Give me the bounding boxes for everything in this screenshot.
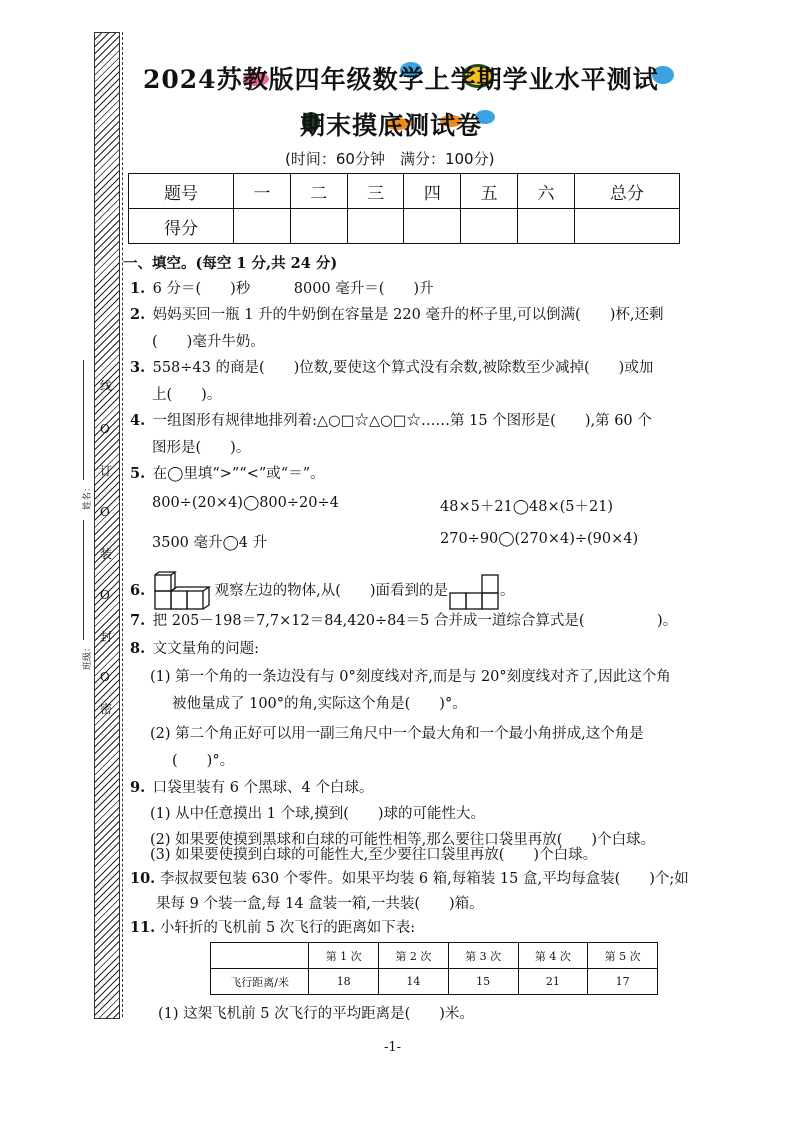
question-7 xyxy=(130,609,677,630)
question-number: 6. xyxy=(130,582,146,599)
header-cell: 总分 xyxy=(574,174,679,209)
question-6 xyxy=(130,571,515,611)
sub-question: (1) 这架飞机前 5 次飞行的平均距离是( )米。 xyxy=(158,1006,474,1022)
row-label-cell: 飞行距离/米 xyxy=(211,969,309,995)
question-number: 9. xyxy=(130,779,146,796)
value-cell: 14 xyxy=(379,969,449,995)
question-3-cont: 上( )。 xyxy=(152,387,222,403)
name-label: 姓名： xyxy=(83,482,93,510)
binding-char: 密 xyxy=(100,702,113,716)
class-blank-line xyxy=(83,520,84,640)
header-cell: 二 xyxy=(290,174,347,209)
compare-expression: 3500 毫升◯4 升 xyxy=(152,535,268,551)
table-row xyxy=(129,209,680,244)
header-cell: 题号 xyxy=(129,174,234,209)
question-4 xyxy=(130,409,652,430)
score-cell[interactable] xyxy=(234,209,291,244)
value-cell: 21 xyxy=(518,969,588,995)
header-cell: 第 4 次 xyxy=(518,943,588,969)
question-3 xyxy=(130,356,653,377)
value-cell: 18 xyxy=(309,969,379,995)
question-text: 6 分＝( )秒 8000 毫升＝( )升 xyxy=(152,281,434,297)
question-text: 558÷43 的商是( )位数,要使这个算式没有余数,被除数至少减掉( )或加 xyxy=(152,360,654,376)
question-number: 2. xyxy=(130,306,146,323)
score-cell[interactable] xyxy=(518,209,575,244)
header-cell: 第 3 次 xyxy=(448,943,518,969)
compare-expression: 800÷(20×4)◯800÷20÷4 xyxy=(152,495,339,511)
question-4-cont: 图形是( )。 xyxy=(152,440,251,456)
header-cell: 六 xyxy=(518,174,575,209)
question-number: 8. xyxy=(130,640,146,657)
question-8 xyxy=(130,637,259,658)
question-text: 观察左边的物体,从( )面看到的是 xyxy=(214,583,449,599)
question-text: 李叔叔要包装 630 个零件。如果平均装 6 箱,每箱装 15 盒,平均每盒装( )个;如 xyxy=(159,871,689,887)
value-cell: 15 xyxy=(448,969,518,995)
header-cell: 第 5 次 xyxy=(588,943,658,969)
binding-char: 线 xyxy=(100,379,113,393)
header-cell: 三 xyxy=(347,174,404,209)
sub-question: (2) 如果要使摸到黑球和白球的可能性相等,那么要往口袋里再放( )个白球。 xyxy=(150,832,656,848)
question-2-cont: ( )毫升牛奶。 xyxy=(152,334,265,350)
table-row xyxy=(211,969,658,995)
question-1 xyxy=(130,277,434,298)
question-text: 口袋里装有 6 个黑球、4 个白球。 xyxy=(152,780,374,796)
score-cell[interactable] xyxy=(347,209,404,244)
question-text: 妈妈买回一瓶 1 升的牛奶倒在容量是 220 毫升的杯子里,可以倒满( )杯,还剩 xyxy=(152,307,664,323)
question-text: 文文量角的问题: xyxy=(152,641,259,657)
question-text: 把 205－198＝7,7×12＝84,420÷84＝5 合并成一道综合算式是( )。 xyxy=(152,613,678,629)
header-cell: 一 xyxy=(234,174,291,209)
score-label-cell: 得分 xyxy=(129,209,234,244)
binding-char: 装 xyxy=(100,547,113,561)
binding-char: O xyxy=(100,422,110,436)
page-number: -1- xyxy=(384,1040,402,1055)
question-10-cont: 果每 9 个装一盒,每 14 盒装一箱,一共装( )箱。 xyxy=(156,896,484,912)
header-cell: 第 1 次 xyxy=(309,943,379,969)
sub-question-cont: 被他量成了 100°的角,实际这个角是( )°。 xyxy=(172,696,467,712)
cube-stack-figure xyxy=(153,571,215,611)
question-number: 3. xyxy=(130,359,146,376)
question-text: 在◯里填“>”“<”或“＝”。 xyxy=(152,466,325,482)
question-10 xyxy=(130,867,689,888)
value-cell: 17 xyxy=(588,969,658,995)
binding-char: 封 xyxy=(100,630,113,644)
binding-char: 订 xyxy=(100,464,113,478)
table-row xyxy=(129,174,680,209)
flight-distance-table xyxy=(210,942,658,995)
question-number: 4. xyxy=(130,412,146,429)
binding-char: O xyxy=(100,588,110,602)
view-figure xyxy=(448,571,500,611)
question-text-end: 。 xyxy=(500,583,515,599)
sub-question: (2) 第二个角正好可以用一副三角尺中一个最大角和一个最小角拼成,这个角是 xyxy=(150,726,644,742)
question-number: 1. xyxy=(130,280,146,297)
question-text: 小轩折的飞机前 5 次飞行的距离如下表: xyxy=(159,920,416,936)
sub-question-cont: ( )°。 xyxy=(172,753,235,769)
question-number: 10. xyxy=(130,870,156,887)
score-cell[interactable] xyxy=(461,209,518,244)
section-heading: 一、填空。(每空 1 分,共 24 分) xyxy=(123,255,338,272)
sub-question: (1) 第一个角的一条边没有与 0°刻度线对齐,而是与 20°刻度线对齐了,因此这个角 xyxy=(150,669,671,685)
score-cell[interactable] xyxy=(574,209,679,244)
name-blank-line xyxy=(83,360,84,480)
question-number: 11. xyxy=(130,919,156,936)
score-table xyxy=(128,173,680,244)
compare-expression: 48×5＋21◯48×(5＋21) xyxy=(440,499,614,515)
binding-char: O xyxy=(100,670,110,684)
header-cell: 五 xyxy=(461,174,518,209)
class-label: 班级： xyxy=(83,642,93,670)
question-9 xyxy=(130,776,373,797)
sub-question: (1) 从中任意摸出 1 个球,摸到( )球的可能性大。 xyxy=(150,806,486,822)
binding-hatch-strip xyxy=(94,32,120,1019)
binding-char: O xyxy=(100,505,110,519)
exam-time-info: (时间：60分钟 满分：100分) xyxy=(285,150,495,168)
binding-dashed-line xyxy=(122,32,123,1017)
table-row xyxy=(211,943,658,969)
question-number: 7. xyxy=(130,612,146,629)
header-cell xyxy=(211,943,309,969)
compare-expression: 270÷90◯(270×4)÷(90×4) xyxy=(440,531,639,547)
question-number: 5. xyxy=(130,465,146,482)
score-cell[interactable] xyxy=(404,209,461,244)
question-text: 一组图形有规律地排列着:△○□☆△○□☆……第 15 个图形是( ),第 60 个 xyxy=(152,413,652,429)
sub-question: (3) 如果要使摸到白球的可能性大,至少要往口袋里再放( )个白球。 xyxy=(150,847,598,863)
question-11 xyxy=(130,916,415,937)
question-2 xyxy=(130,303,663,324)
page-title-line2: 期末摸底测试卷 xyxy=(300,111,483,140)
page-title-line1: 2024苏教版四年级数学上学期学业水平测试 xyxy=(143,65,659,94)
score-cell[interactable] xyxy=(290,209,347,244)
header-cell: 第 2 次 xyxy=(379,943,449,969)
question-5 xyxy=(130,462,325,483)
header-cell: 四 xyxy=(404,174,461,209)
